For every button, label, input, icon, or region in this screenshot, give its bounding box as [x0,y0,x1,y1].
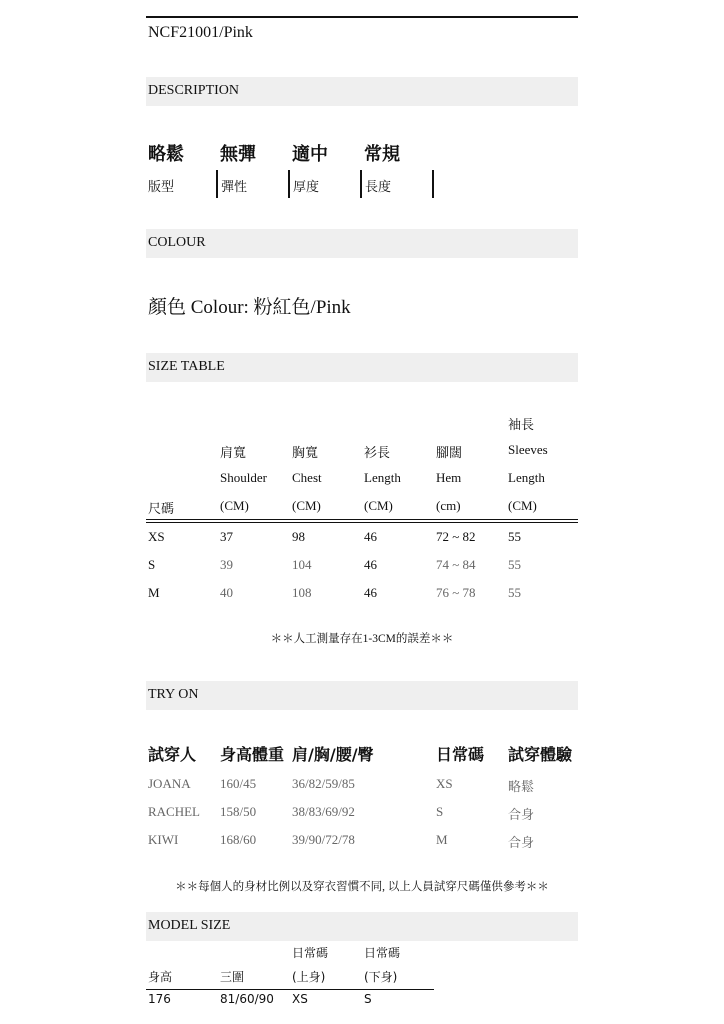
section-title: MODEL SIZE [148,918,231,933]
try-cell: 168/60 [220,832,257,847]
try-note: ＊＊每個人的身材比例以及穿衣習慣不同, 以上人員試穿尺碼僅供參考＊＊ [175,881,549,893]
section-model-size [146,912,578,941]
size-cell: M [148,585,160,600]
size-cell: 74 ~ 84 [436,557,476,572]
size-cell: 98 [292,529,305,544]
try-cell: 合身 [508,808,535,823]
header-hem-en: Hem [436,470,462,485]
size-cell: XS [148,529,165,544]
section-size-table [146,353,578,382]
table-rule [146,519,578,520]
product-sku: NCF21001/Pink [148,24,253,41]
size-cell: 46 [364,529,377,544]
header-length-unit: (CM) [364,498,393,513]
section-title: SIZE TABLE [148,359,225,374]
header-length-cn: 衫長 [364,446,391,461]
size-cell: 39 [220,557,233,572]
length-label: 長度 [365,180,392,195]
top-rule [146,16,578,18]
try-cell: S [436,804,444,819]
header-hem-unit: (cm) [436,498,461,513]
try-cell: KIWI [148,832,179,847]
header-hem-cn: 腳闊 [436,446,463,461]
try-header: 身高體重 [220,745,285,764]
section-title: DESCRIPTION [148,83,240,98]
table-rule [146,522,578,523]
try-cell: M [436,832,448,847]
section-try-on [146,681,578,710]
try-header: 試穿體驗 [508,745,573,764]
divider [360,170,362,198]
colour-text: 顏色 Colour: 粉紅色/Pink [148,297,351,318]
fit-label: 版型 [148,180,175,195]
header-sleeves-cn: 袖長 [508,418,535,433]
size-cell: S [148,557,156,572]
size-cell: 55 [508,529,521,544]
model-cell: 176 [148,992,171,1006]
model-header-measure: 三圍 [220,970,245,984]
try-header: 試穿人 [148,745,197,764]
model-cell: 81/60/90 [220,992,274,1006]
header-shoulder-unit: (CM) [220,498,249,513]
header-chest-cn: 胸寬 [292,446,319,461]
size-cell: 40 [220,585,233,600]
section-title: TRY ON [148,687,199,702]
header-size: 尺碼 [148,502,175,517]
try-cell: 160/45 [220,776,257,791]
try-cell: 158/50 [220,804,257,819]
size-cell: 55 [508,557,521,572]
model-header-height: 身高 [148,970,173,984]
model-header-bottom: 日常碼 [364,946,401,960]
model-header-top: 日常碼 [292,946,329,960]
divider [432,170,434,198]
model-cell: XS [292,992,308,1006]
header-sleeves-unit: (CM) [508,498,537,513]
try-header: 肩/胸/腰/臀 [292,745,374,764]
size-cell: 46 [364,557,377,572]
model-table-rule [146,989,434,990]
header-shoulder-en: Shoulder [220,470,267,485]
try-cell: JOANA [148,776,191,791]
model-cell: S [364,992,372,1006]
header-sleeves-en2: Length [508,470,545,485]
header-chest-en: Chest [292,470,322,485]
model-header-bottom-sub: (下身) [364,970,398,984]
divider [216,170,218,198]
size-cell: 55 [508,585,521,600]
thickness-label: 厚度 [293,180,320,195]
size-cell: 108 [292,585,312,600]
model-header-top-sub: (上身) [292,970,326,984]
try-cell: 合身 [508,836,535,851]
size-cell: 46 [364,585,377,600]
try-header: 日常碼 [436,745,485,764]
try-cell: RACHEL [148,804,200,819]
header-chest-unit: (CM) [292,498,321,513]
divider [288,170,290,198]
size-cell: 72 ~ 82 [436,529,476,544]
stretch-value: 無彈 [220,144,256,165]
section-description [146,77,578,106]
size-note: ＊＊人工測量存在1-3CM的誤差＊＊ [270,633,454,645]
header-shoulder-cn: 肩寬 [220,446,247,461]
length-value: 常規 [364,144,400,165]
try-cell: 39/90/72/78 [292,832,355,847]
try-cell: XS [436,776,453,791]
header-sleeves-en: Sleeves [508,442,548,457]
section-colour [146,229,578,258]
size-cell: 76 ~ 78 [436,585,476,600]
size-cell: 104 [292,557,312,572]
try-cell: 略鬆 [508,780,535,795]
size-cell: 37 [220,529,233,544]
fit-value: 略鬆 [148,144,184,165]
try-cell: 36/82/59/85 [292,776,355,791]
header-length-en: Length [364,470,401,485]
stretch-label: 彈性 [221,180,248,195]
section-title: COLOUR [148,235,206,250]
thickness-value: 適中 [292,144,328,165]
try-cell: 38/83/69/92 [292,804,355,819]
